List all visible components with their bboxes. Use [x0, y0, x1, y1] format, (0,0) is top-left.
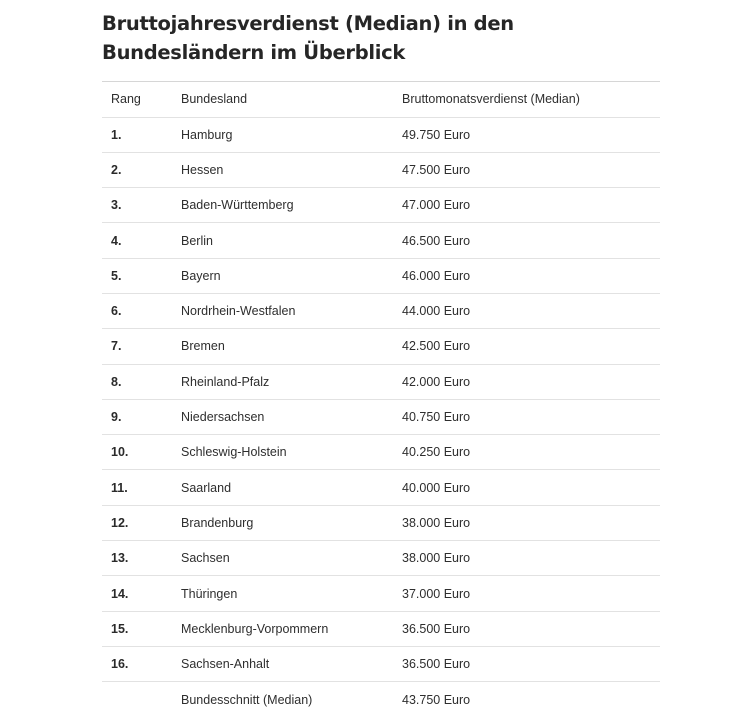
state-cell: Brandenburg — [181, 515, 254, 530]
value-cell: 42.000 Euro — [402, 374, 471, 389]
table-row — [102, 364, 660, 399]
value-cell: 38.000 Euro — [402, 551, 471, 566]
rank-cell: 10. — [111, 445, 129, 460]
value-cell: 40.750 Euro — [402, 410, 471, 425]
table-row — [102, 223, 660, 258]
state-cell: Sachsen-Anhalt — [181, 657, 270, 672]
state-cell: Schleswig-Holstein — [181, 445, 287, 460]
value-cell: 37.000 Euro — [402, 586, 471, 601]
table-row — [102, 470, 660, 505]
state-cell: Niedersachsen — [181, 410, 265, 425]
rank-cell: 6. — [111, 304, 122, 319]
table-row — [102, 541, 660, 576]
state-cell: Nordrhein-Westfalen — [181, 304, 296, 319]
rank-cell: 14. — [111, 586, 129, 601]
table-row — [102, 611, 660, 646]
rank-cell: 7. — [111, 339, 122, 354]
rank-cell: 2. — [111, 162, 122, 177]
state-cell: Baden-Württemberg — [181, 198, 294, 213]
state-cell: Rheinland-Pfalz — [181, 374, 270, 389]
page-title: Bruttojahresverdienst (Median) in den Bundesländern im Überblick — [102, 12, 514, 64]
value-cell: 46.000 Euro — [402, 268, 471, 283]
state-cell: Bayern — [181, 268, 221, 283]
table-row — [102, 258, 660, 293]
rank-cell: 16. — [111, 657, 129, 672]
table-row — [102, 188, 660, 223]
value-cell: 40.250 Euro — [402, 445, 471, 460]
rank-cell — [102, 682, 172, 717]
value-cell: 40.000 Euro — [402, 480, 471, 495]
value-cell: 38.000 Euro — [402, 515, 471, 530]
value-cell: 49.750 Euro — [402, 127, 471, 142]
table-row — [102, 682, 660, 717]
value-cell: 43.750 Euro — [402, 692, 471, 707]
table-header-row — [102, 82, 660, 117]
table-row — [102, 576, 660, 611]
table-row — [102, 293, 660, 328]
state-cell: Mecklenburg-Vorpommern — [181, 621, 329, 636]
salary-table — [102, 82, 660, 717]
rank-cell: 5. — [111, 268, 122, 283]
rank-cell: 15. — [111, 621, 129, 636]
state-cell: Thüringen — [181, 586, 238, 601]
rank-cell: 11. — [111, 480, 128, 495]
value-cell: 36.500 Euro — [402, 657, 471, 672]
value-cell: 46.500 Euro — [402, 233, 471, 248]
article-content — [102, 0, 660, 717]
table-body — [102, 117, 660, 717]
rank-cell: 1. — [111, 127, 122, 142]
table-row — [102, 152, 660, 187]
header-state: Bundesland — [181, 92, 248, 107]
table-header — [102, 82, 660, 117]
state-cell: Sachsen — [181, 551, 230, 566]
rank-cell: 12. — [111, 515, 129, 530]
header-value: Bruttomonatsverdienst (Median) — [402, 92, 580, 107]
table-row — [102, 399, 660, 434]
rank-cell: 13. — [111, 551, 129, 566]
table-row — [102, 435, 660, 470]
value-cell: 44.000 Euro — [402, 304, 471, 319]
rank-cell: 9. — [111, 410, 122, 425]
state-cell: Bundesschnitt (Median) — [181, 692, 313, 707]
table-row — [102, 646, 660, 681]
table-row — [102, 329, 660, 364]
rank-cell: 8. — [111, 374, 122, 389]
rank-cell: 4. — [111, 233, 122, 248]
value-cell: 36.500 Euro — [402, 621, 471, 636]
header-rank: Rang — [111, 92, 141, 107]
value-cell: 42.500 Euro — [402, 339, 471, 354]
state-cell: Hessen — [181, 162, 224, 177]
table-row — [102, 117, 660, 152]
state-cell: Berlin — [181, 233, 213, 248]
table-row — [102, 505, 660, 540]
state-cell: Bremen — [181, 339, 225, 354]
rank-cell: 3. — [111, 198, 122, 213]
value-cell: 47.000 Euro — [402, 198, 471, 213]
state-cell: Saarland — [181, 480, 232, 495]
value-cell: 47.500 Euro — [402, 162, 471, 177]
state-cell: Hamburg — [181, 127, 233, 142]
